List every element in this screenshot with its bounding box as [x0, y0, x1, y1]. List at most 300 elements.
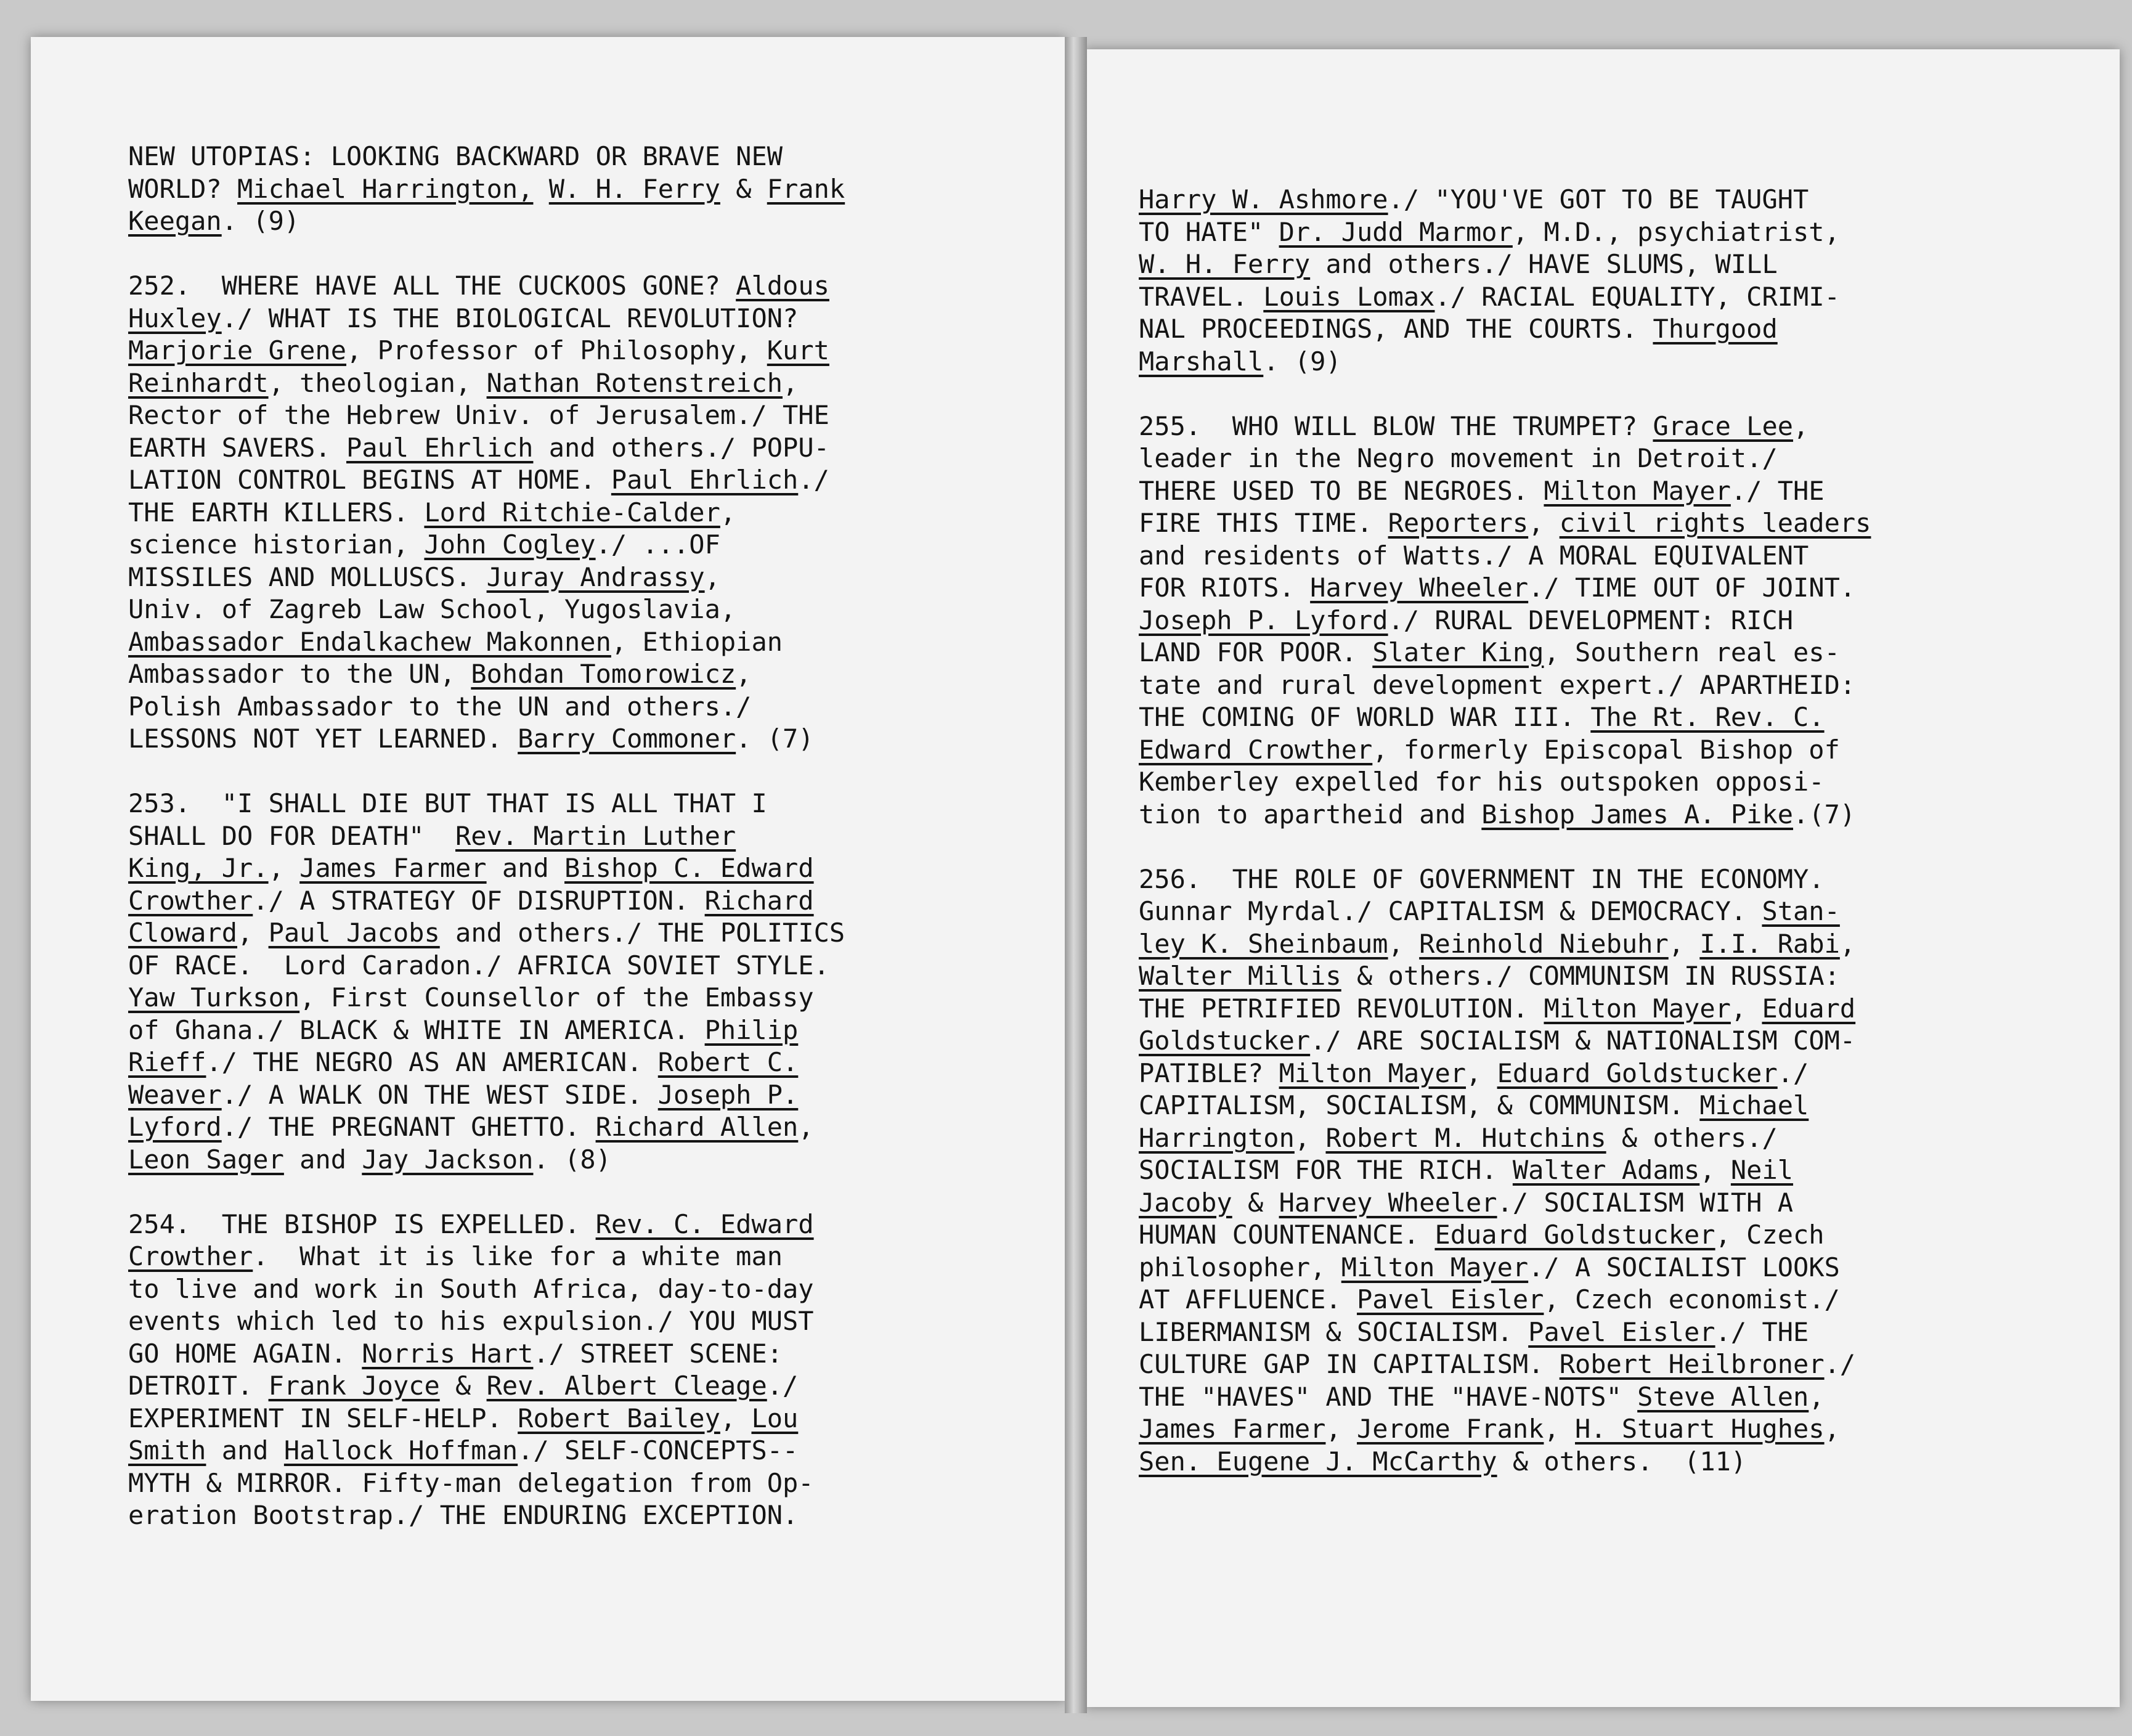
- text-line: [128, 1111, 845, 1144]
- underlined-name: Rev. Albert Cleage: [486, 1371, 767, 1401]
- text-line: [128, 1435, 845, 1467]
- underlined-name: King, Jr.: [128, 853, 269, 883]
- underlined-name: Reinhold Niebuhr: [1419, 928, 1669, 959]
- underlined-name: Eduard Goldstucker: [1434, 1220, 1715, 1250]
- line-text: CAPITALISM, SOCIALISM, & COMMUNISM.: [1139, 1090, 1700, 1120]
- text-line: [1139, 637, 1871, 669]
- line-text: ,: [1544, 1414, 1576, 1444]
- line-text: ,: [1824, 1414, 1840, 1444]
- line-text: ,: [1699, 1155, 1731, 1185]
- line-text: & others. (11): [1497, 1446, 1747, 1477]
- line-text: LESSONS NOT YET LEARNED.: [128, 723, 518, 754]
- underlined-name: James Farmer: [1139, 1414, 1326, 1444]
- text-line: [1139, 572, 1871, 605]
- underlined-name: Marshall: [1139, 346, 1264, 377]
- underlined-name: Harvey Wheeler: [1279, 1187, 1497, 1218]
- underlined-name: Stan-: [1762, 896, 1840, 926]
- text-line: [128, 593, 845, 626]
- text-line: [128, 852, 845, 885]
- text-line: [128, 658, 845, 691]
- line-text: ,: [268, 853, 300, 883]
- underlined-name: Juray Andrassy: [486, 561, 705, 592]
- underlined-name: Goldstucker: [1139, 1025, 1311, 1056]
- line-text: ./ TIME OUT OF JOINT.: [1528, 573, 1856, 603]
- line-text: ,: [237, 918, 269, 948]
- text-line: [1139, 281, 1871, 314]
- text-line: [128, 1370, 845, 1403]
- text-line: [1139, 895, 1871, 928]
- text-line: [1139, 216, 1871, 249]
- line-text: . (9): [1263, 346, 1341, 377]
- underlined-name: Reporters: [1388, 508, 1529, 538]
- line-text: events which led to his expulsion./ YOU MUST: [128, 1306, 814, 1336]
- underlined-name: Crowther: [128, 885, 253, 916]
- underlined-name: Milton Mayer: [1279, 1057, 1467, 1088]
- text-line: [1139, 1381, 1871, 1414]
- paragraph-gap: [128, 1176, 845, 1208]
- line-text: . What it is like for a white man: [253, 1241, 783, 1271]
- underlined-name: Leon Sager: [128, 1144, 284, 1175]
- underlined-name: H. Stuart Hughes: [1575, 1414, 1825, 1444]
- underlined-name: Rev. C. Edward: [595, 1208, 814, 1239]
- line-text: NAL PROCEEDINGS, AND THE COURTS.: [1139, 314, 1653, 344]
- line-text: Ambassador to the UN,: [128, 659, 471, 689]
- line-text: PATIBLE?: [1139, 1057, 1279, 1088]
- underlined-name: Joseph P. Lyford: [1139, 605, 1388, 635]
- underlined-name: Robert Heilbroner: [1559, 1349, 1825, 1379]
- line-text: ./ SELF-CONCEPTS--: [518, 1435, 799, 1465]
- line-text: 256. THE ROLE OF GOVERNMENT IN THE ECONOMY.: [1139, 863, 1825, 894]
- text-line: [1139, 1348, 1871, 1381]
- line-text: tate and rural development expert./ APARTHEID:: [1139, 669, 1856, 700]
- line-text: .(7): [1793, 799, 1856, 829]
- underlined-name: Paul Jacobs: [268, 918, 440, 948]
- line-text: ,: [1466, 1057, 1497, 1088]
- underlined-name: Philip: [704, 1014, 799, 1045]
- underlined-name: Eduard Goldstucker: [1497, 1057, 1778, 1088]
- line-text: Gunnar Myrdal./ CAPITALISM & DEMOCRACY.: [1139, 896, 1762, 926]
- line-text: SHALL DO FOR DEATH": [128, 820, 456, 851]
- line-text: ,: [1388, 928, 1420, 959]
- line-text: ./ STREET SCENE:: [533, 1338, 783, 1369]
- line-text: ./: [1777, 1057, 1809, 1088]
- text-line: [128, 1079, 845, 1112]
- text-line: [128, 950, 845, 982]
- line-text: eration Bootstrap./ THE ENDURING EXCEPTION.: [128, 1500, 799, 1530]
- text-line: [1139, 1446, 1871, 1478]
- text-line: [1139, 605, 1871, 637]
- program-entry: [128, 270, 845, 756]
- underlined-name: Milton Mayer: [1341, 1252, 1529, 1282]
- line-text: , Czech: [1715, 1220, 1825, 1250]
- line-text: FIRE THIS TIME.: [1139, 508, 1388, 538]
- underlined-name: Robert C.: [657, 1047, 799, 1077]
- line-text: ,: [720, 1403, 752, 1433]
- program-entry: [1139, 863, 1871, 1478]
- underlined-name: Yaw Turkson: [128, 982, 300, 1013]
- line-text: and residents of Watts./ A MORAL EQUIVALENT: [1139, 540, 1809, 571]
- paragraph-gap: [128, 756, 845, 788]
- underlined-name: Neil: [1730, 1155, 1794, 1185]
- text-line: [128, 529, 845, 561]
- left-page-text: [128, 141, 845, 1532]
- text-line: [1139, 669, 1871, 702]
- paragraph-gap: [128, 238, 845, 271]
- underlined-name: Grace Lee: [1653, 410, 1794, 441]
- text-line: [128, 1208, 845, 1241]
- text-line: [128, 1467, 845, 1500]
- line-text: ,: [1839, 928, 1856, 959]
- line-text: ./ THE: [1715, 1316, 1809, 1347]
- line-text: science historian,: [128, 529, 425, 560]
- underlined-name: John Cogley: [424, 529, 596, 560]
- text-line: [128, 788, 845, 820]
- line-text: ./ THE NEGRO AS AN AMERICAN.: [206, 1047, 658, 1077]
- line-text: ,: [704, 561, 720, 592]
- underlined-name: Richard Allen: [595, 1112, 799, 1142]
- line-text: . (9): [221, 206, 300, 236]
- underlined-name: Walter Millis: [1139, 961, 1341, 991]
- underlined-name: I.I. Rabi: [1699, 928, 1840, 959]
- text-line: [1139, 184, 1871, 216]
- line-text: THE COMING OF WORLD WAR III.: [1139, 702, 1591, 732]
- line-text: TRAVEL.: [1139, 281, 1264, 312]
- text-line: [1139, 863, 1871, 896]
- underlined-name: Kurt: [767, 335, 829, 365]
- line-text: GO HOME AGAIN.: [128, 1338, 362, 1369]
- text-line: [128, 885, 845, 918]
- text-line: [1139, 1057, 1871, 1090]
- underlined-name: The Rt. Rev. C.: [1590, 702, 1825, 732]
- text-line: [1139, 1252, 1871, 1284]
- line-text: EARTH SAVERS.: [128, 432, 347, 463]
- line-text: and: [283, 1144, 362, 1175]
- underlined-name: Bohdan Tomorowicz: [471, 659, 736, 689]
- line-text: THE EARTH KILLERS.: [128, 497, 425, 528]
- line-text: and: [206, 1435, 284, 1465]
- line-text: 255. WHO WILL BLOW THE TRUMPET?: [1139, 410, 1653, 441]
- text-line: [1139, 1090, 1871, 1122]
- underlined-name: Slater King: [1372, 637, 1544, 667]
- underlined-name: Jerome Frank: [1357, 1414, 1544, 1444]
- line-text: ./ THE PREGNANT GHETTO.: [221, 1112, 596, 1142]
- line-text: ./ THE: [1730, 475, 1825, 506]
- line-text: ./ A WALK ON THE WEST SIDE.: [221, 1079, 658, 1110]
- underlined-name: Nathan Rotenstreich: [486, 367, 783, 398]
- underlined-name: Michael Harrington,: [237, 173, 534, 204]
- underlined-name: Crowther: [128, 1241, 253, 1271]
- underlined-name: Milton Mayer: [1544, 993, 1731, 1024]
- text-line: [1139, 442, 1871, 475]
- text-line: [1139, 346, 1871, 378]
- line-text: , Southern real es-: [1544, 637, 1840, 667]
- underlined-name: Joseph P.: [657, 1079, 799, 1110]
- line-text: ,: [783, 367, 799, 398]
- line-text: MYTH & MIRROR. Fifty-man delegation from Op-: [128, 1467, 814, 1498]
- text-line: [128, 917, 845, 950]
- line-text: [533, 174, 548, 204]
- line-text: and others./ THE POLITICS: [439, 918, 845, 948]
- text-line: [1139, 313, 1871, 346]
- underlined-name: Aldous: [736, 271, 829, 301]
- line-text: ./ ...OF: [595, 529, 720, 560]
- line-text: 253. "I SHALL DIE BUT THAT IS ALL THAT I: [128, 788, 767, 818]
- line-text: and others./ HAVE SLUMS, WILL: [1310, 249, 1778, 279]
- underlined-name: Frank Joyce: [268, 1371, 440, 1401]
- line-text: ,: [736, 659, 752, 689]
- underlined-name: Thurgood: [1653, 314, 1778, 344]
- underlined-name: Keegan: [128, 206, 222, 236]
- text-line: [1139, 766, 1871, 799]
- text-line: [128, 1499, 845, 1532]
- text-line: [1139, 1122, 1871, 1155]
- line-text: , Professor of Philosophy,: [346, 335, 767, 365]
- underlined-name: Bishop C. Edward: [564, 853, 814, 883]
- text-line: [1139, 701, 1871, 734]
- underlined-name: Robert M. Hutchins: [1325, 1122, 1606, 1153]
- underlined-name: civil rights leaders: [1559, 508, 1871, 538]
- underlined-name: Smith: [128, 1435, 206, 1465]
- text-line: [128, 1241, 845, 1273]
- line-text: ./: [1824, 1349, 1856, 1379]
- line-text: ./ "YOU'VE GOT TO BE TAUGHT: [1388, 184, 1809, 214]
- line-text: TO HATE": [1139, 216, 1279, 247]
- underlined-name: Weaver: [128, 1079, 222, 1110]
- line-text: ./ ARE SOCIALISM & NATIONALISM COM-: [1310, 1025, 1856, 1056]
- line-text: philosopher,: [1139, 1252, 1341, 1282]
- underlined-name: Cloward: [128, 918, 238, 948]
- underlined-name: Harrington: [1139, 1122, 1295, 1153]
- line-text: ./ A SOCIALIST LOOKS: [1528, 1252, 1840, 1282]
- underlined-name: Hallock Hoffman: [283, 1435, 518, 1465]
- line-text: and: [486, 853, 565, 883]
- book-gutter: [1065, 37, 1087, 1713]
- line-text: ./ A STRATEGY OF DISRUPTION.: [253, 885, 705, 916]
- text-line: [128, 1305, 845, 1338]
- text-line: [128, 723, 845, 756]
- line-text: ,: [1809, 1381, 1825, 1412]
- program-entry: [1139, 410, 1871, 831]
- underlined-name: James Farmer: [299, 853, 487, 883]
- text-line: [128, 1273, 845, 1306]
- text-line: [1139, 799, 1871, 831]
- underlined-name: Paul Ehrlich: [611, 465, 799, 495]
- underlined-name: Reinhardt: [128, 367, 269, 398]
- underlined-name: Sen. Eugene J. McCarthy: [1139, 1446, 1497, 1477]
- underlined-name: Jacoby: [1139, 1187, 1232, 1218]
- line-text: Rector of the Hebrew Univ. of Jerusalem./ THE: [128, 400, 829, 430]
- text-line: [128, 691, 845, 723]
- text-line: [128, 367, 845, 400]
- underlined-name: Paul Ehrlich: [346, 432, 534, 463]
- line-text: ,: [1793, 410, 1809, 441]
- text-line: [1139, 1413, 1871, 1446]
- underlined-name: Eduard: [1762, 993, 1856, 1024]
- underlined-name: Michael: [1699, 1090, 1809, 1120]
- line-text: NEW UTOPIAS: LOOKING BACKWARD OR BRAVE NEW: [128, 141, 783, 171]
- underlined-name: Lord Ritchie-Calder: [424, 497, 720, 528]
- line-text: &: [720, 173, 767, 204]
- text-line: [128, 270, 845, 303]
- text-line: [128, 982, 845, 1014]
- line-text: of Ghana./ BLACK & WHITE IN AMERICA.: [128, 1014, 705, 1045]
- text-line: [1139, 993, 1871, 1025]
- line-text: ,: [1730, 993, 1762, 1024]
- line-text: LAND FOR POOR.: [1139, 637, 1373, 667]
- text-line: [128, 1014, 845, 1047]
- text-line: [128, 173, 845, 206]
- text-line: [1139, 248, 1871, 281]
- line-text: THE PETRIFIED REVOLUTION.: [1139, 993, 1544, 1024]
- line-text: ,: [1528, 508, 1560, 538]
- underlined-name: Milton Mayer: [1544, 475, 1731, 506]
- underlined-name: Robert Bailey: [518, 1403, 720, 1433]
- line-text: AT AFFLUENCE.: [1139, 1284, 1357, 1314]
- text-line: [128, 561, 845, 594]
- underlined-name: Jay Jackson: [362, 1144, 534, 1175]
- line-text: . (8): [533, 1144, 611, 1175]
- underlined-name: Rieff: [128, 1047, 206, 1077]
- text-line: [128, 1046, 845, 1079]
- text-line: [128, 497, 845, 529]
- underlined-name: Norris Hart: [362, 1338, 534, 1369]
- line-text: HUMAN COUNTENANCE.: [1139, 1220, 1435, 1250]
- line-text: , Ethiopian: [611, 626, 783, 657]
- line-text: ./ SOCIALISM WITH A: [1497, 1187, 1794, 1218]
- line-text: Kemberley expelled for his outspoken opposi-: [1139, 767, 1825, 797]
- underlined-name: Pavel Eisler: [1528, 1316, 1715, 1347]
- line-text: & others./: [1606, 1122, 1778, 1153]
- line-text: , Czech economist./: [1544, 1284, 1840, 1314]
- underlined-name: ley K. Sheinbaum: [1139, 928, 1388, 959]
- text-line: [1139, 1187, 1871, 1220]
- underlined-name: Richard: [704, 885, 814, 916]
- line-text: Polish Ambassador to the UN and others./: [128, 691, 752, 722]
- text-line: [1139, 928, 1871, 961]
- text-line: [128, 1144, 845, 1176]
- underlined-name: Rev. Martin Luther: [455, 820, 736, 851]
- underlined-name: Lyford: [128, 1112, 222, 1142]
- line-text: THERE USED TO BE NEGROES.: [1139, 475, 1544, 506]
- text-line: [1139, 734, 1871, 767]
- underlined-name: Steve Allen: [1637, 1381, 1809, 1412]
- underlined-name: Walter Adams: [1512, 1155, 1700, 1185]
- text-line: [128, 1403, 845, 1435]
- text-line: [1139, 540, 1871, 573]
- line-text: ./: [798, 465, 829, 495]
- text-line: [1139, 1316, 1871, 1349]
- text-line: [128, 335, 845, 367]
- line-text: to live and work in South Africa, day-to-day: [128, 1273, 814, 1304]
- line-text: & others./ COMMUNISM IN RUSSIA:: [1341, 961, 1840, 991]
- underlined-name: Barry Commoner: [518, 723, 736, 754]
- line-text: &: [439, 1371, 487, 1401]
- underlined-name: Pavel Eisler: [1357, 1284, 1544, 1314]
- underlined-name: Bishop James A. Pike: [1481, 799, 1794, 829]
- underlined-name: Frank: [767, 173, 845, 204]
- text-line: [128, 432, 845, 465]
- underlined-name: Harvey Wheeler: [1310, 573, 1529, 603]
- text-line: [1139, 1025, 1871, 1057]
- line-text: , M.D., psychiatrist,: [1512, 216, 1840, 247]
- line-text: Univ. of Zagreb Law School, Yugoslavia,: [128, 594, 736, 624]
- underlined-name: Dr. Judd Marmor: [1279, 216, 1513, 247]
- underlined-name: Edward Crowther: [1139, 734, 1373, 765]
- underlined-name: Marjorie Grene: [128, 335, 347, 365]
- paragraph-gap: [1139, 831, 1871, 863]
- line-text: CULTURE GAP IN CAPITALISM.: [1139, 1349, 1560, 1379]
- line-text: ,: [1668, 928, 1700, 959]
- text-line: [1139, 960, 1871, 993]
- line-text: EXPERIMENT IN SELF-HELP.: [128, 1403, 518, 1433]
- text-line: [128, 141, 845, 173]
- underlined-name: Huxley: [128, 303, 222, 333]
- line-text: THE "HAVES" AND THE "HAVE-NOTS": [1139, 1381, 1638, 1412]
- line-text: ./ WHAT IS THE BIOLOGICAL REVOLUTION?: [221, 303, 799, 333]
- underlined-name: Lou: [751, 1403, 799, 1433]
- text-line: [1139, 1284, 1871, 1316]
- text-line: [128, 626, 845, 659]
- line-text: FOR RIOTS.: [1139, 573, 1311, 603]
- text-line: [1139, 475, 1871, 508]
- line-text: 252. WHERE HAVE ALL THE CUCKOOS GONE?: [128, 271, 736, 301]
- line-text: . (7): [736, 723, 814, 754]
- text-line: [128, 1338, 845, 1371]
- line-text: tion to apartheid and: [1139, 799, 1482, 829]
- line-text: and others./ POPU-: [533, 432, 829, 463]
- line-text: LIBERMANISM & SOCIALISM.: [1139, 1316, 1529, 1347]
- text-line: [1139, 507, 1871, 540]
- line-text: leader in the Negro movement in Detroit./: [1139, 443, 1778, 473]
- text-line: [128, 464, 845, 497]
- line-text: ./: [767, 1371, 799, 1401]
- text-line: [128, 820, 845, 853]
- line-text: ,: [1294, 1122, 1326, 1153]
- line-text: 254. THE BISHOP IS EXPELLED.: [128, 1208, 596, 1239]
- paragraph-gap: [1139, 378, 1871, 410]
- text-line: [1139, 1219, 1871, 1252]
- text-line: [1139, 410, 1871, 443]
- program-entry: [128, 788, 845, 1176]
- program-entry: [128, 1208, 845, 1532]
- text-line: [128, 399, 845, 432]
- line-text: , First Counsellor of the Embassy: [299, 982, 814, 1013]
- line-text: SOCIALISM FOR THE RICH.: [1139, 1155, 1513, 1185]
- line-text: WORLD?: [128, 173, 238, 204]
- right-page-text: [1139, 184, 1871, 1478]
- line-text: , formerly Episcopal Bishop of: [1372, 734, 1840, 765]
- underlined-name: W. H. Ferry: [1139, 249, 1311, 279]
- line-text: LATION CONTROL BEGINS AT HOME.: [128, 465, 611, 495]
- underlined-name: Harry W. Ashmore: [1139, 184, 1388, 214]
- line-text: &: [1232, 1187, 1279, 1218]
- underlined-name: Ambassador Endalkachew Makonnen: [128, 626, 611, 657]
- text-line: [128, 303, 845, 335]
- line-text: ,: [798, 1112, 814, 1142]
- line-text: ,: [1325, 1414, 1357, 1444]
- text-line: [128, 205, 845, 238]
- line-text: , theologian,: [268, 367, 487, 398]
- line-text: OF RACE. Lord Caradon./ AFRICA SOVIET STYLE.: [128, 950, 829, 980]
- line-text: ,: [720, 497, 736, 528]
- line-text: ./ RURAL DEVELOPMENT: RICH: [1388, 605, 1794, 635]
- underlined-name: Louis Lomax: [1263, 281, 1435, 312]
- text-line: [1139, 1154, 1871, 1187]
- line-text: DETROIT.: [128, 1371, 269, 1401]
- underlined-name: W. H. Ferry: [548, 173, 720, 204]
- line-text: ./ RACIAL EQUALITY, CRIMI-: [1434, 281, 1840, 312]
- line-text: MISSILES AND MOLLUSCS.: [128, 561, 487, 592]
